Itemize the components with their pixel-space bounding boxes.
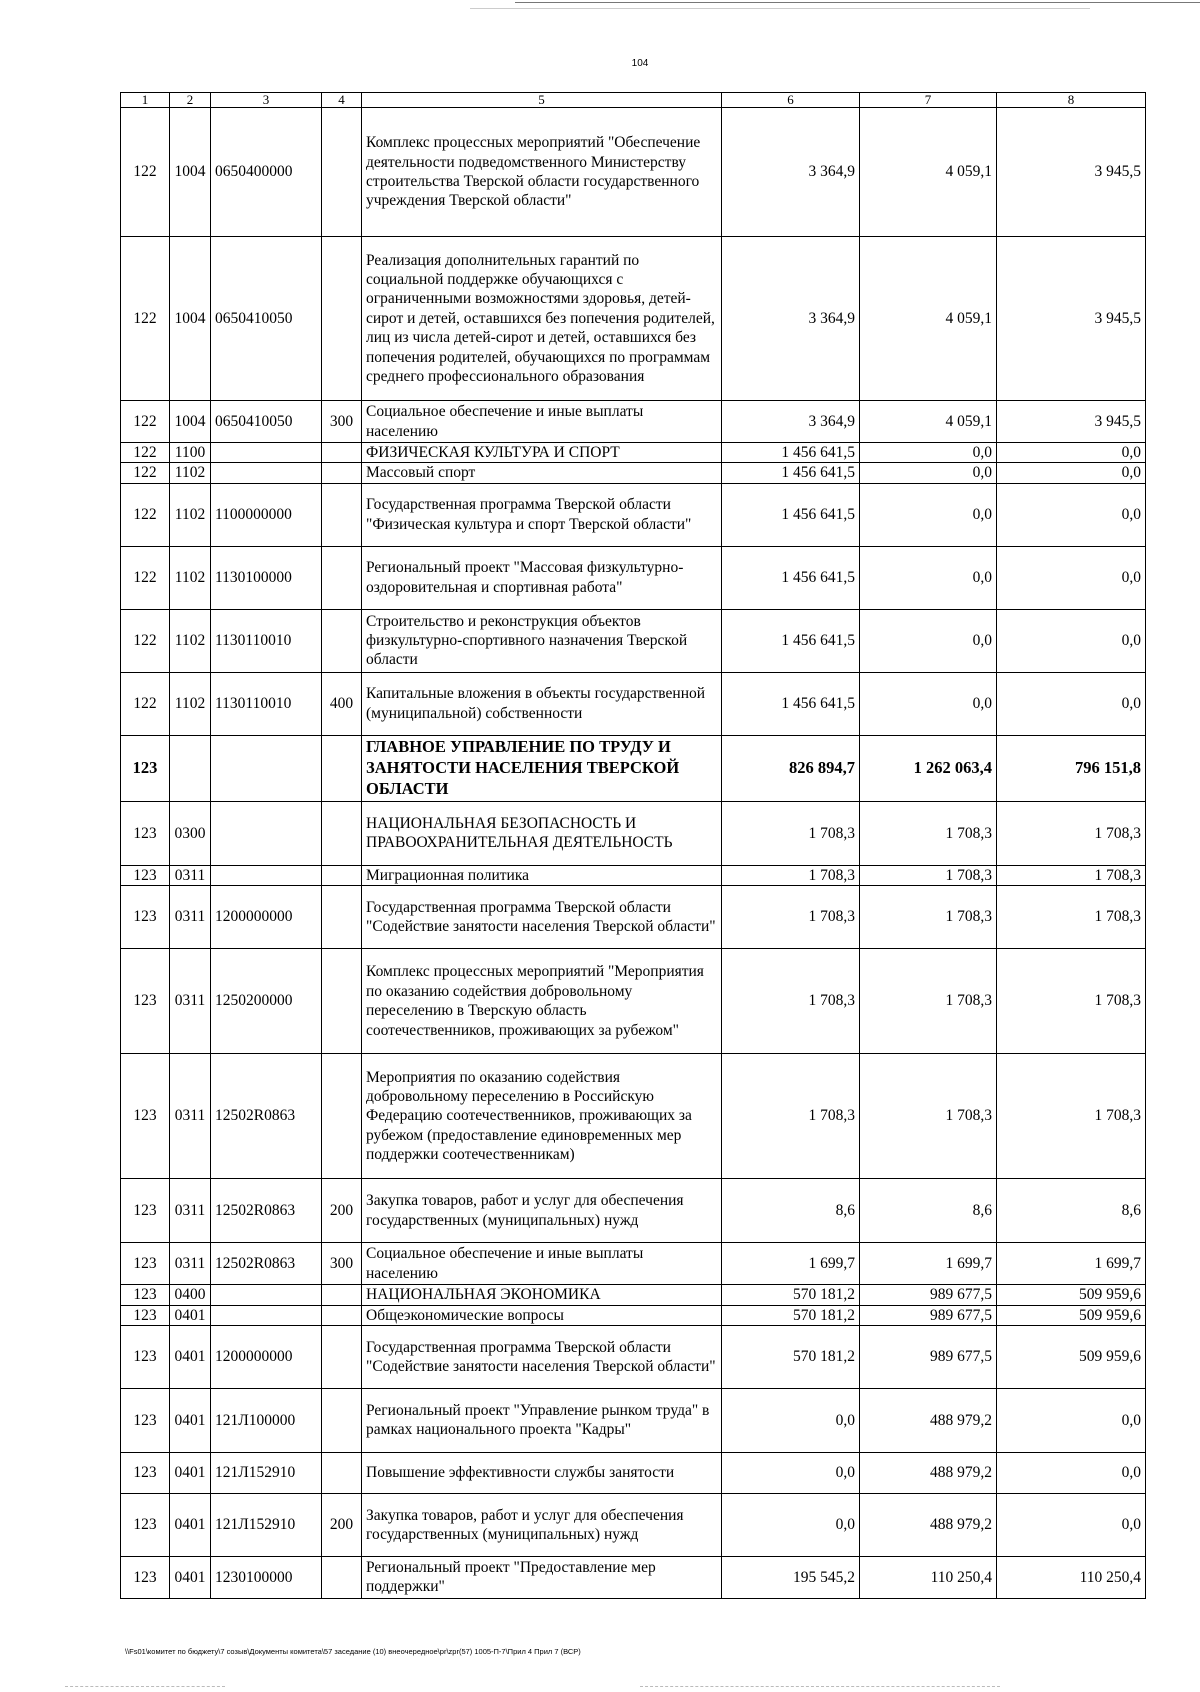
cell-section: 0401	[170, 1556, 211, 1598]
cell-name: Государственная программа Тверской области "Физическая культура и спорт Тверской области"	[362, 483, 722, 546]
cell-amount-col8: 0,0	[997, 1452, 1146, 1493]
cell-amount-col8: 110 250,4	[997, 1556, 1146, 1598]
cell-amount-col6: 1 456 641,5	[722, 672, 860, 735]
cell-expense-type	[322, 483, 362, 546]
header-col-5: 5	[362, 93, 722, 108]
cell-department: 123	[121, 1243, 170, 1285]
table-row	[121, 443, 1146, 463]
cell-department: 123	[121, 1325, 170, 1388]
table-row	[121, 865, 1146, 885]
cell-expense-type	[322, 735, 362, 801]
cell-expense-type	[322, 1452, 362, 1493]
cell-target-article: 1130110010	[211, 672, 322, 735]
cell-amount-col6: 570 181,2	[722, 1285, 860, 1305]
cell-amount-col6: 1 456 641,5	[722, 463, 860, 483]
cell-department: 123	[121, 865, 170, 885]
cell-expense-type	[322, 886, 362, 949]
cell-amount-col6: 1 708,3	[722, 1054, 860, 1179]
cell-expense-type	[322, 546, 362, 609]
cell-amount-col6: 0,0	[722, 1452, 860, 1493]
cell-amount-col7: 4 059,1	[860, 108, 997, 237]
cell-amount-col8: 1 708,3	[997, 865, 1146, 885]
header-col-6: 6	[722, 93, 860, 108]
cell-section: 1102	[170, 463, 211, 483]
cell-section: 0311	[170, 1179, 211, 1243]
cell-target-article: 121Л152910	[211, 1452, 322, 1493]
cell-target-article: 1130110010	[211, 609, 322, 672]
cell-amount-col6: 1 708,3	[722, 949, 860, 1054]
cell-expense-type	[322, 1305, 362, 1325]
cell-section: 1102	[170, 672, 211, 735]
cell-target-article	[211, 1285, 322, 1305]
cell-section: 1100	[170, 443, 211, 463]
cell-expense-type	[322, 949, 362, 1054]
cell-amount-col8: 509 959,6	[997, 1325, 1146, 1388]
cell-target-article: 0650410050	[211, 401, 322, 443]
cell-target-article: 1250200000	[211, 949, 322, 1054]
table-row	[121, 546, 1146, 609]
cell-amount-col8: 0,0	[997, 443, 1146, 463]
cell-amount-col6: 1 456 641,5	[722, 546, 860, 609]
cell-amount-col7: 0,0	[860, 546, 997, 609]
header-col-3: 3	[211, 93, 322, 108]
budget-table	[120, 92, 1146, 1599]
cell-section: 0311	[170, 949, 211, 1054]
cell-target-article: 0650410050	[211, 237, 322, 401]
cell-amount-col7: 488 979,2	[860, 1493, 997, 1556]
table-row	[121, 108, 1146, 237]
cell-amount-col7: 0,0	[860, 483, 997, 546]
cell-expense-type	[322, 1285, 362, 1305]
cell-expense-type	[322, 1054, 362, 1179]
table-row-department	[121, 735, 1146, 801]
cell-expense-type	[322, 463, 362, 483]
cell-section: 0400	[170, 1285, 211, 1305]
cell-target-article	[211, 1305, 322, 1325]
cell-amount-col7: 989 677,5	[860, 1305, 997, 1325]
cell-section: 0300	[170, 801, 211, 865]
cell-amount-col7: 0,0	[860, 443, 997, 463]
header-col-7: 7	[860, 93, 997, 108]
table-row	[121, 1325, 1146, 1388]
cell-section: 0401	[170, 1493, 211, 1556]
table-row	[121, 1493, 1146, 1556]
cell-amount-col8: 0,0	[997, 546, 1146, 609]
cell-department: 122	[121, 546, 170, 609]
cell-department: 123	[121, 1285, 170, 1305]
cell-expense-type: 300	[322, 1243, 362, 1285]
cell-amount-col6: 195 545,2	[722, 1556, 860, 1598]
cell-amount-col8: 0,0	[997, 672, 1146, 735]
cell-expense-type: 300	[322, 401, 362, 443]
cell-amount-col8: 0,0	[997, 609, 1146, 672]
cell-department: 122	[121, 483, 170, 546]
cell-target-article: 12502R0863	[211, 1054, 322, 1179]
header-col-2: 2	[170, 93, 211, 108]
cell-amount-col6: 3 364,9	[722, 401, 860, 443]
cell-amount-col6: 8,6	[722, 1179, 860, 1243]
cell-amount-col8: 0,0	[997, 1388, 1146, 1452]
cell-expense-type	[322, 1556, 362, 1598]
table-row	[121, 886, 1146, 949]
cell-amount-col7: 488 979,2	[860, 1388, 997, 1452]
cell-amount-col7: 4 059,1	[860, 237, 997, 401]
cell-department: 123	[121, 735, 170, 801]
cell-department: 123	[121, 949, 170, 1054]
table-row	[121, 672, 1146, 735]
cell-section: 0311	[170, 1054, 211, 1179]
table-header-row	[121, 93, 1146, 108]
cell-department: 123	[121, 1179, 170, 1243]
cell-department: 122	[121, 443, 170, 463]
cell-amount-col7: 1 708,3	[860, 865, 997, 885]
cell-amount-col6: 570 181,2	[722, 1305, 860, 1325]
cell-amount-col8: 3 945,5	[997, 401, 1146, 443]
cell-expense-type	[322, 443, 362, 463]
cell-name: ФИЗИЧЕСКАЯ КУЛЬТУРА И СПОРТ	[362, 443, 722, 463]
cell-amount-col8: 1 708,3	[997, 1054, 1146, 1179]
cell-amount-col6: 1 456 641,5	[722, 483, 860, 546]
cell-department: 123	[121, 1493, 170, 1556]
cell-expense-type	[322, 609, 362, 672]
cell-amount-col6: 0,0	[722, 1388, 860, 1452]
cell-name: Региональный проект "Предоставление мер поддержки"	[362, 1556, 722, 1598]
cell-amount-col6: 0,0	[722, 1493, 860, 1556]
cell-name: НАЦИОНАЛЬНАЯ ЭКОНОМИКА	[362, 1285, 722, 1305]
cell-name: Социальное обеспечение и иные выплаты населению	[362, 1243, 722, 1285]
cell-target-article	[211, 443, 322, 463]
cell-department: 123	[121, 801, 170, 865]
table-row	[121, 609, 1146, 672]
cell-name: Социальное обеспечение и иные выплаты населению	[362, 401, 722, 443]
table-row	[121, 1054, 1146, 1179]
cell-name: Повышение эффективности службы занятости	[362, 1452, 722, 1493]
cell-department: 122	[121, 463, 170, 483]
cell-department: 122	[121, 108, 170, 237]
cell-target-article: 1230100000	[211, 1556, 322, 1598]
cell-name: Капитальные вложения в объекты государственной (муниципальной) собственности	[362, 672, 722, 735]
cell-amount-col7: 1 708,3	[860, 886, 997, 949]
cell-amount-col6: 1 699,7	[722, 1243, 860, 1285]
cell-amount-col7: 0,0	[860, 672, 997, 735]
cell-department: 123	[121, 1054, 170, 1179]
cell-name: Комплекс процессных мероприятий "Мероприятия по оказанию содействия добровольному переселению в Тверскую область соотечественников, проживающих за рубежом"	[362, 949, 722, 1054]
cell-target-article: 121Л100000	[211, 1388, 322, 1452]
cell-amount-col8: 0,0	[997, 463, 1146, 483]
table-row	[121, 949, 1146, 1054]
cell-expense-type: 200	[322, 1179, 362, 1243]
cell-department: 122	[121, 401, 170, 443]
cell-department: 123	[121, 1452, 170, 1493]
cell-name: Закупка товаров, работ и услуг для обеспечения государственных (муниципальных) нужд	[362, 1179, 722, 1243]
bottom-scan-mark	[640, 1686, 1000, 1687]
cell-section: 1004	[170, 237, 211, 401]
cell-expense-type: 200	[322, 1493, 362, 1556]
cell-department: 123	[121, 1305, 170, 1325]
cell-section: 0311	[170, 865, 211, 885]
table-row	[121, 237, 1146, 401]
table-row	[121, 1556, 1146, 1598]
cell-target-article: 1200000000	[211, 1325, 322, 1388]
cell-amount-col7: 1 708,3	[860, 1054, 997, 1179]
cell-amount-col6: 3 364,9	[722, 108, 860, 237]
cell-target-article	[211, 801, 322, 865]
cell-department: 123	[121, 886, 170, 949]
cell-name: Региональный проект "Управление рынком труда" в рамках национального проекта "Кадры"	[362, 1388, 722, 1452]
cell-name: Реализация дополнительных гарантий по социальной поддержке обучающихся с ограниченными возможностями здоровья, детей-сирот и детей, оставшихся без попечения родителей, лиц из числа детей-сирот и детей, оставшихся без попечения родителей, обучающихся по программам среднего профессионального образования	[362, 237, 722, 401]
top-border-line-faint	[470, 8, 1090, 9]
cell-department: 122	[121, 672, 170, 735]
cell-name: Региональный проект "Массовая физкультурно-оздоровительная и спортивная работа"	[362, 546, 722, 609]
cell-section: 0311	[170, 1243, 211, 1285]
table-row	[121, 1243, 1146, 1285]
cell-name: Строительство и реконструкция объектов физкультурно-спортивного назначения Тверской области	[362, 609, 722, 672]
cell-amount-col8: 1 708,3	[997, 801, 1146, 865]
cell-amount-col8: 8,6	[997, 1179, 1146, 1243]
table-row	[121, 1388, 1146, 1452]
cell-amount-col7: 0,0	[860, 463, 997, 483]
cell-name: Государственная программа Тверской области "Содействие занятости населения Тверской области"	[362, 886, 722, 949]
table-row	[121, 1179, 1146, 1243]
cell-section: 1102	[170, 483, 211, 546]
cell-expense-type	[322, 865, 362, 885]
cell-target-article	[211, 865, 322, 885]
table-row	[121, 801, 1146, 865]
cell-amount-col7: 0,0	[860, 609, 997, 672]
page-number: 104	[631, 58, 649, 69]
cell-amount-col8: 1 708,3	[997, 949, 1146, 1054]
cell-section	[170, 735, 211, 801]
cell-amount-col7: 989 677,5	[860, 1285, 997, 1305]
cell-amount-col8: 3 945,5	[997, 237, 1146, 401]
footer-file-path: \\Fs01\комитет по бюджету\7 созыв\Документы комитета\57 заседание (10) внеочередное\pr\zpr(57) 1005-П-7\Прил 4 Прил 7 (ВСР)	[125, 1647, 581, 1656]
cell-amount-col8: 0,0	[997, 483, 1146, 546]
cell-amount-col7: 8,6	[860, 1179, 997, 1243]
cell-amount-col6: 1 708,3	[722, 865, 860, 885]
cell-section: 0401	[170, 1388, 211, 1452]
cell-expense-type	[322, 1325, 362, 1388]
cell-amount-col7: 4 059,1	[860, 401, 997, 443]
cell-amount-col6: 3 364,9	[722, 237, 860, 401]
cell-target-article: 1100000000	[211, 483, 322, 546]
cell-amount-col6: 1 456 641,5	[722, 443, 860, 463]
cell-amount-col7: 1 699,7	[860, 1243, 997, 1285]
cell-name: НАЦИОНАЛЬНАЯ БЕЗОПАСНОСТЬ И ПРАВООХРАНИТЕЛЬНАЯ ДЕЯТЕЛЬНОСТЬ	[362, 801, 722, 865]
header-col-8: 8	[997, 93, 1146, 108]
cell-amount-col6: 570 181,2	[722, 1325, 860, 1388]
cell-amount-col6: 1 456 641,5	[722, 609, 860, 672]
cell-name: Общеэкономические вопросы	[362, 1305, 722, 1325]
cell-amount-col6: 826 894,7	[722, 735, 860, 801]
table-row	[121, 401, 1146, 443]
cell-expense-type	[322, 1388, 362, 1452]
cell-amount-col7: 1 708,3	[860, 949, 997, 1054]
cell-target-article: 1130100000	[211, 546, 322, 609]
cell-section: 1004	[170, 108, 211, 237]
cell-amount-col8: 509 959,6	[997, 1305, 1146, 1325]
cell-name: Закупка товаров, работ и услуг для обеспечения государственных (муниципальных) нужд	[362, 1493, 722, 1556]
cell-target-article: 121Л152910	[211, 1493, 322, 1556]
cell-amount-col7: 1 262 063,4	[860, 735, 997, 801]
table-row	[121, 1452, 1146, 1493]
cell-expense-type	[322, 801, 362, 865]
cell-amount-col8: 509 959,6	[997, 1285, 1146, 1305]
cell-amount-col8: 0,0	[997, 1493, 1146, 1556]
cell-amount-col7: 989 677,5	[860, 1325, 997, 1388]
cell-section: 0401	[170, 1452, 211, 1493]
cell-section: 1102	[170, 546, 211, 609]
cell-department: 122	[121, 237, 170, 401]
cell-section: 1102	[170, 609, 211, 672]
table-row	[121, 1305, 1146, 1325]
cell-name: ГЛАВНОЕ УПРАВЛЕНИЕ ПО ТРУДУ И ЗАНЯТОСТИ НАСЕЛЕНИЯ ТВЕРСКОЙ ОБЛАСТИ	[362, 735, 722, 801]
cell-department: 123	[121, 1556, 170, 1598]
cell-amount-col8: 1 699,7	[997, 1243, 1146, 1285]
cell-section: 1004	[170, 401, 211, 443]
cell-section: 0311	[170, 886, 211, 949]
cell-expense-type	[322, 108, 362, 237]
header-col-4: 4	[322, 93, 362, 108]
cell-expense-type: 400	[322, 672, 362, 735]
cell-target-article: 1200000000	[211, 886, 322, 949]
cell-target-article	[211, 735, 322, 801]
header-col-1: 1	[121, 93, 170, 108]
cell-amount-col7: 110 250,4	[860, 1556, 997, 1598]
cell-amount-col7: 1 708,3	[860, 801, 997, 865]
cell-amount-col8: 796 151,8	[997, 735, 1146, 801]
cell-expense-type	[322, 237, 362, 401]
bottom-scan-mark	[65, 1686, 225, 1687]
table-row	[121, 1285, 1146, 1305]
top-border-line	[515, 2, 1200, 3]
cell-amount-col7: 488 979,2	[860, 1452, 997, 1493]
cell-amount-col8: 3 945,5	[997, 108, 1146, 237]
cell-name: Государственная программа Тверской области "Содействие занятости населения Тверской области"	[362, 1325, 722, 1388]
cell-department: 122	[121, 609, 170, 672]
cell-name: Комплекс процессных мероприятий "Обеспечение деятельности подведомственного Министерству строительства Тверской области государственного учреждения Тверской области"	[362, 108, 722, 237]
cell-name: Массовый спорт	[362, 463, 722, 483]
cell-target-article	[211, 463, 322, 483]
cell-section: 0401	[170, 1325, 211, 1388]
cell-name: Мероприятия по оказанию содействия добровольному переселению в Российскую Федерацию соотечественников, проживающих за рубежом (предоставление единовременных мер поддержки соотечественникам)	[362, 1054, 722, 1179]
cell-target-article: 0650400000	[211, 108, 322, 237]
table-row	[121, 463, 1146, 483]
cell-amount-col6: 1 708,3	[722, 886, 860, 949]
cell-target-article: 12502R0863	[211, 1179, 322, 1243]
cell-department: 123	[121, 1388, 170, 1452]
table-row	[121, 483, 1146, 546]
cell-section: 0401	[170, 1305, 211, 1325]
cell-amount-col6: 1 708,3	[722, 801, 860, 865]
cell-target-article: 12502R0863	[211, 1243, 322, 1285]
cell-name: Миграционная политика	[362, 865, 722, 885]
cell-amount-col8: 1 708,3	[997, 886, 1146, 949]
